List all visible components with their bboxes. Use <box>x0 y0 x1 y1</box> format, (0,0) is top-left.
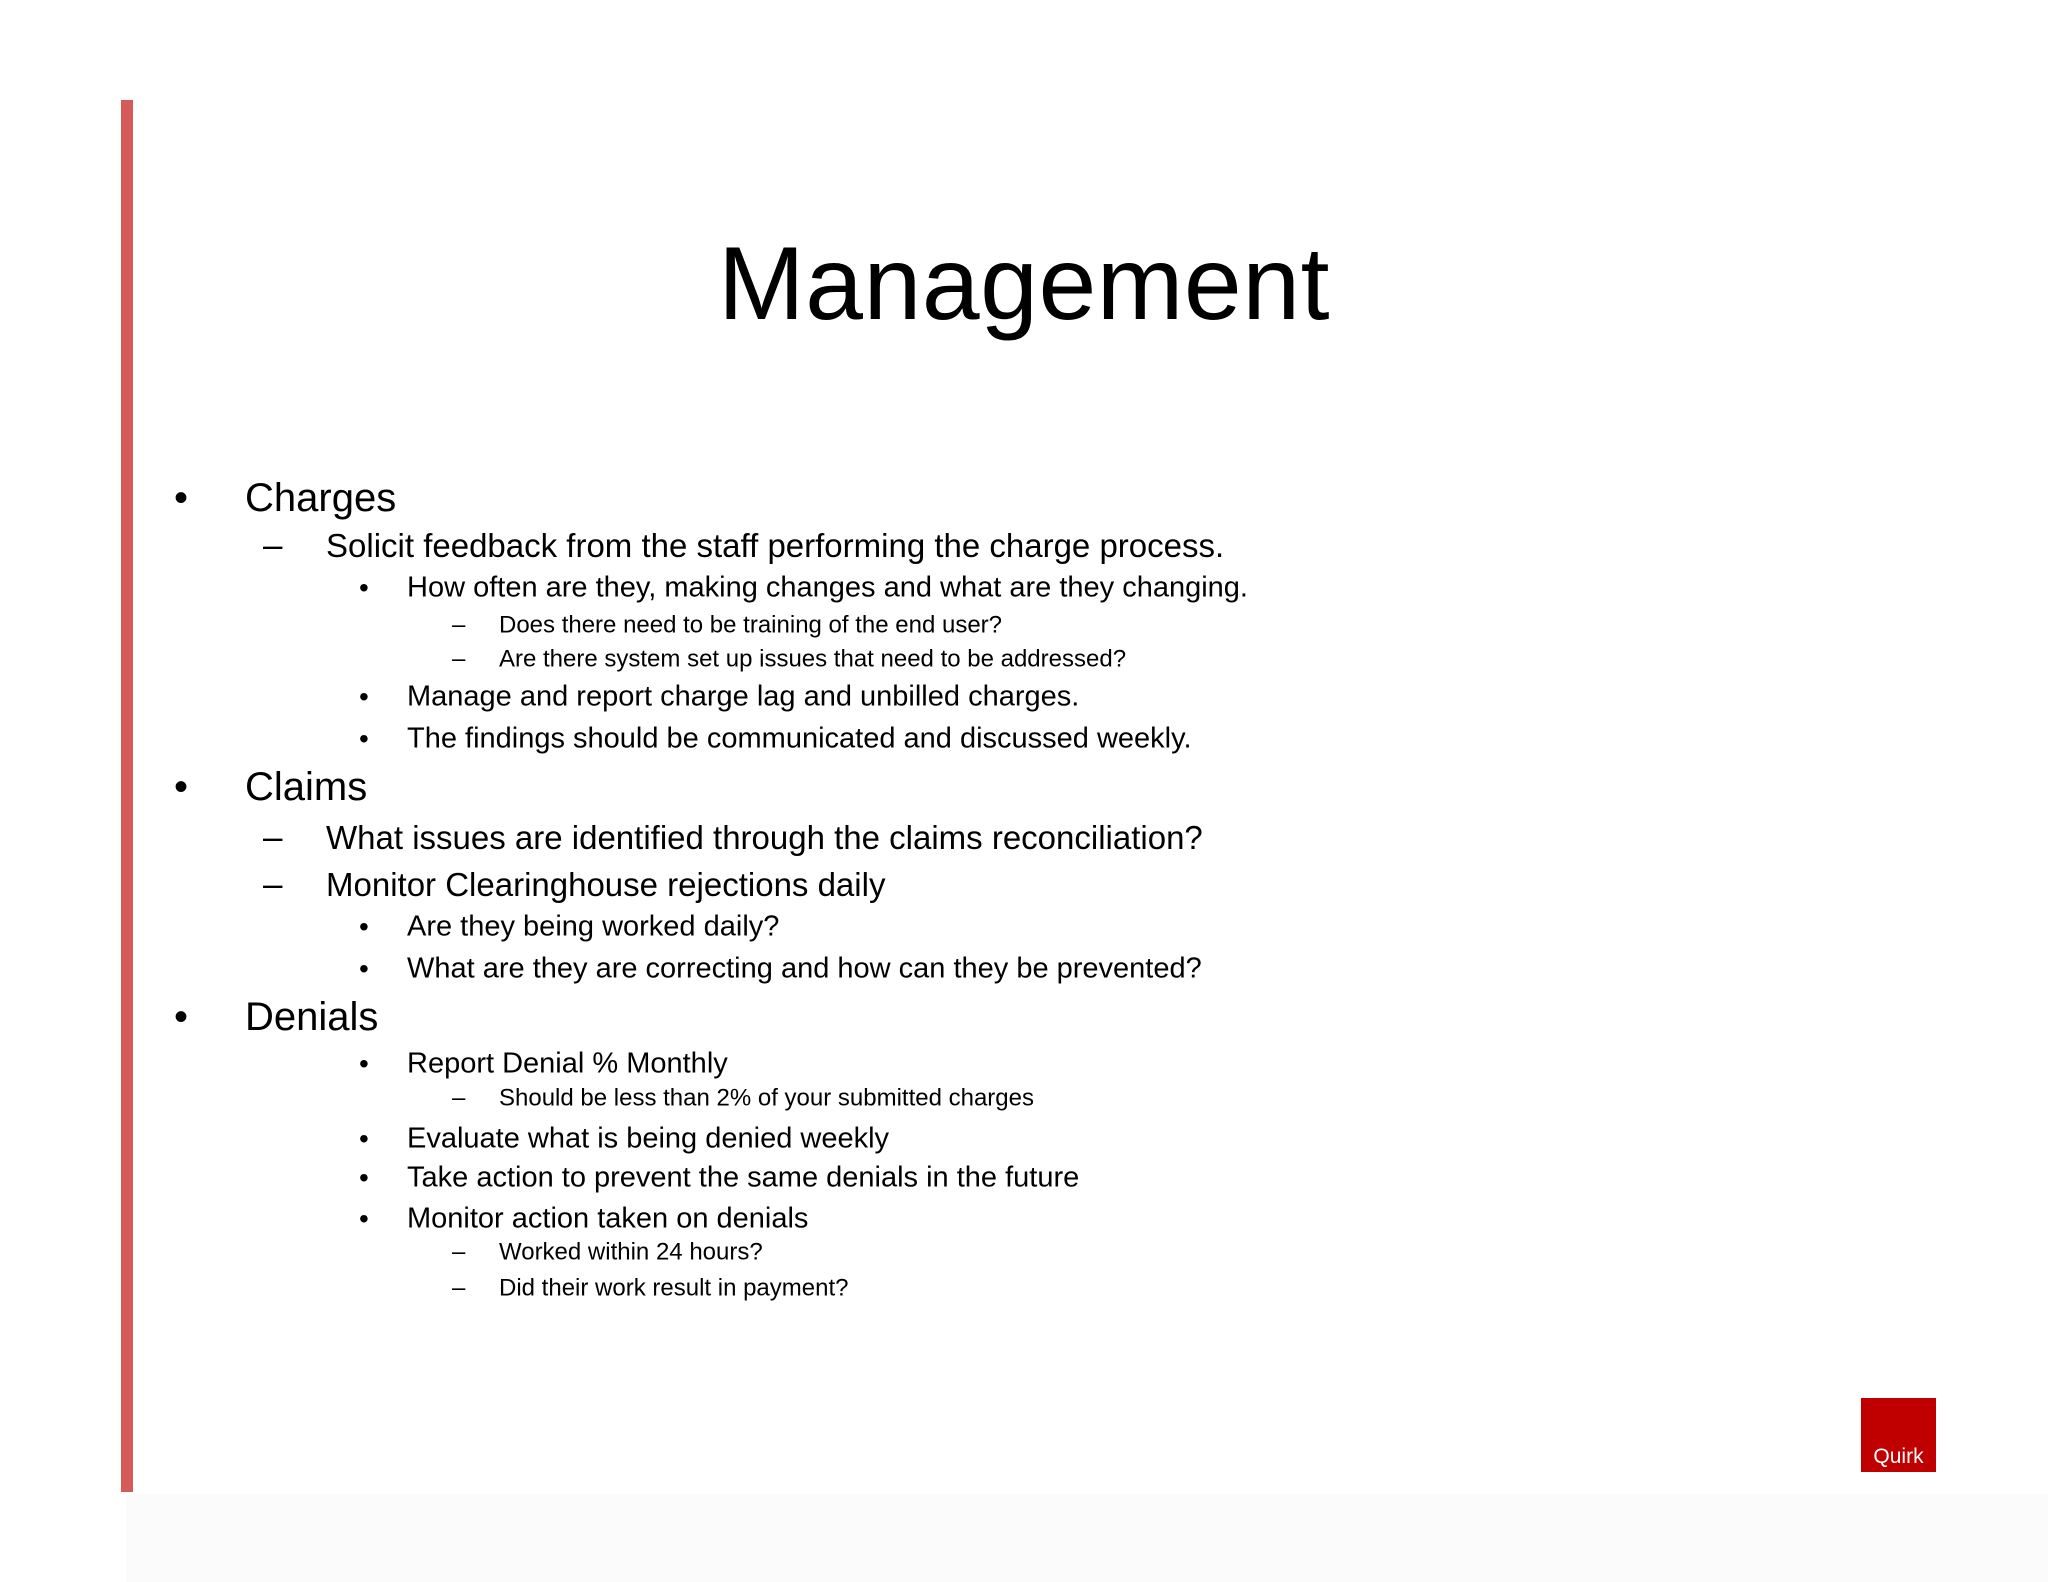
bullet-marker: • <box>174 995 189 1039</box>
bullet-text: Does there need to be training of the end user? <box>499 611 1003 639</box>
dash-marker: – <box>452 645 466 673</box>
bullet-marker: • <box>359 1162 369 1194</box>
bullet-text: Report Denial % Monthly <box>407 1047 728 1080</box>
bullet-text: Are they being worked daily? <box>407 910 780 943</box>
bullet-text: Denials <box>245 995 379 1039</box>
bullet-text: Monitor Clearinghouse rejections daily <box>326 866 886 904</box>
bullet-text: Did their work result in payment? <box>499 1274 849 1302</box>
bullet-marker: • <box>359 1123 369 1155</box>
slide-title: Management <box>717 226 1331 342</box>
dash-marker: – <box>263 526 283 565</box>
bullet-text: Should be less than 2% of your submitted charges <box>499 1084 1034 1112</box>
dash-marker: – <box>452 1084 466 1112</box>
bullet-marker: • <box>359 1203 369 1235</box>
bullet-text: Evaluate what is being denied weekly <box>407 1122 890 1155</box>
bullet-text: Charges <box>245 476 397 520</box>
bullet-text: Solicit feedback from the staff performing the charge process. <box>326 527 1225 565</box>
bullet-marker: • <box>359 723 369 755</box>
bullet-marker: • <box>359 572 369 604</box>
dash-marker: – <box>263 818 283 857</box>
bullet-marker: • <box>359 953 369 985</box>
dash-marker: – <box>452 1274 466 1302</box>
quirk-logo <box>1861 1398 1936 1472</box>
bullet-text: The findings should be communicated and discussed weekly. <box>407 722 1192 755</box>
bullet-marker: • <box>359 911 369 943</box>
bullet-text: Claims <box>245 765 368 809</box>
bullet-marker: • <box>359 681 369 713</box>
bullet-text: What are they are correcting and how can they be prevented? <box>407 952 1202 985</box>
bullet-text: Worked within 24 hours? <box>499 1238 763 1266</box>
bullet-text: What issues are identified through the claims reconciliation? <box>326 819 1203 857</box>
slide-footer-band <box>126 1494 2048 1582</box>
bullet-text: Are there system set up issues that need to be addressed? <box>499 645 1127 673</box>
dash-marker: – <box>452 1238 466 1266</box>
dash-marker: – <box>263 865 283 904</box>
bullet-text: Manage and report charge lag and unbilled charges. <box>407 680 1080 713</box>
logo-text: Quirk <box>1873 1445 1924 1468</box>
bullet-text: Take action to prevent the same denials in the future <box>407 1161 1080 1194</box>
bullet-marker: • <box>174 765 189 809</box>
bullet-marker: • <box>359 1048 369 1080</box>
bullet-text: Monitor action taken on denials <box>407 1202 809 1235</box>
bullet-text: How often are they, making changes and what are they changing. <box>407 571 1248 604</box>
dash-marker: – <box>452 611 466 639</box>
bullet-marker: • <box>174 476 189 520</box>
